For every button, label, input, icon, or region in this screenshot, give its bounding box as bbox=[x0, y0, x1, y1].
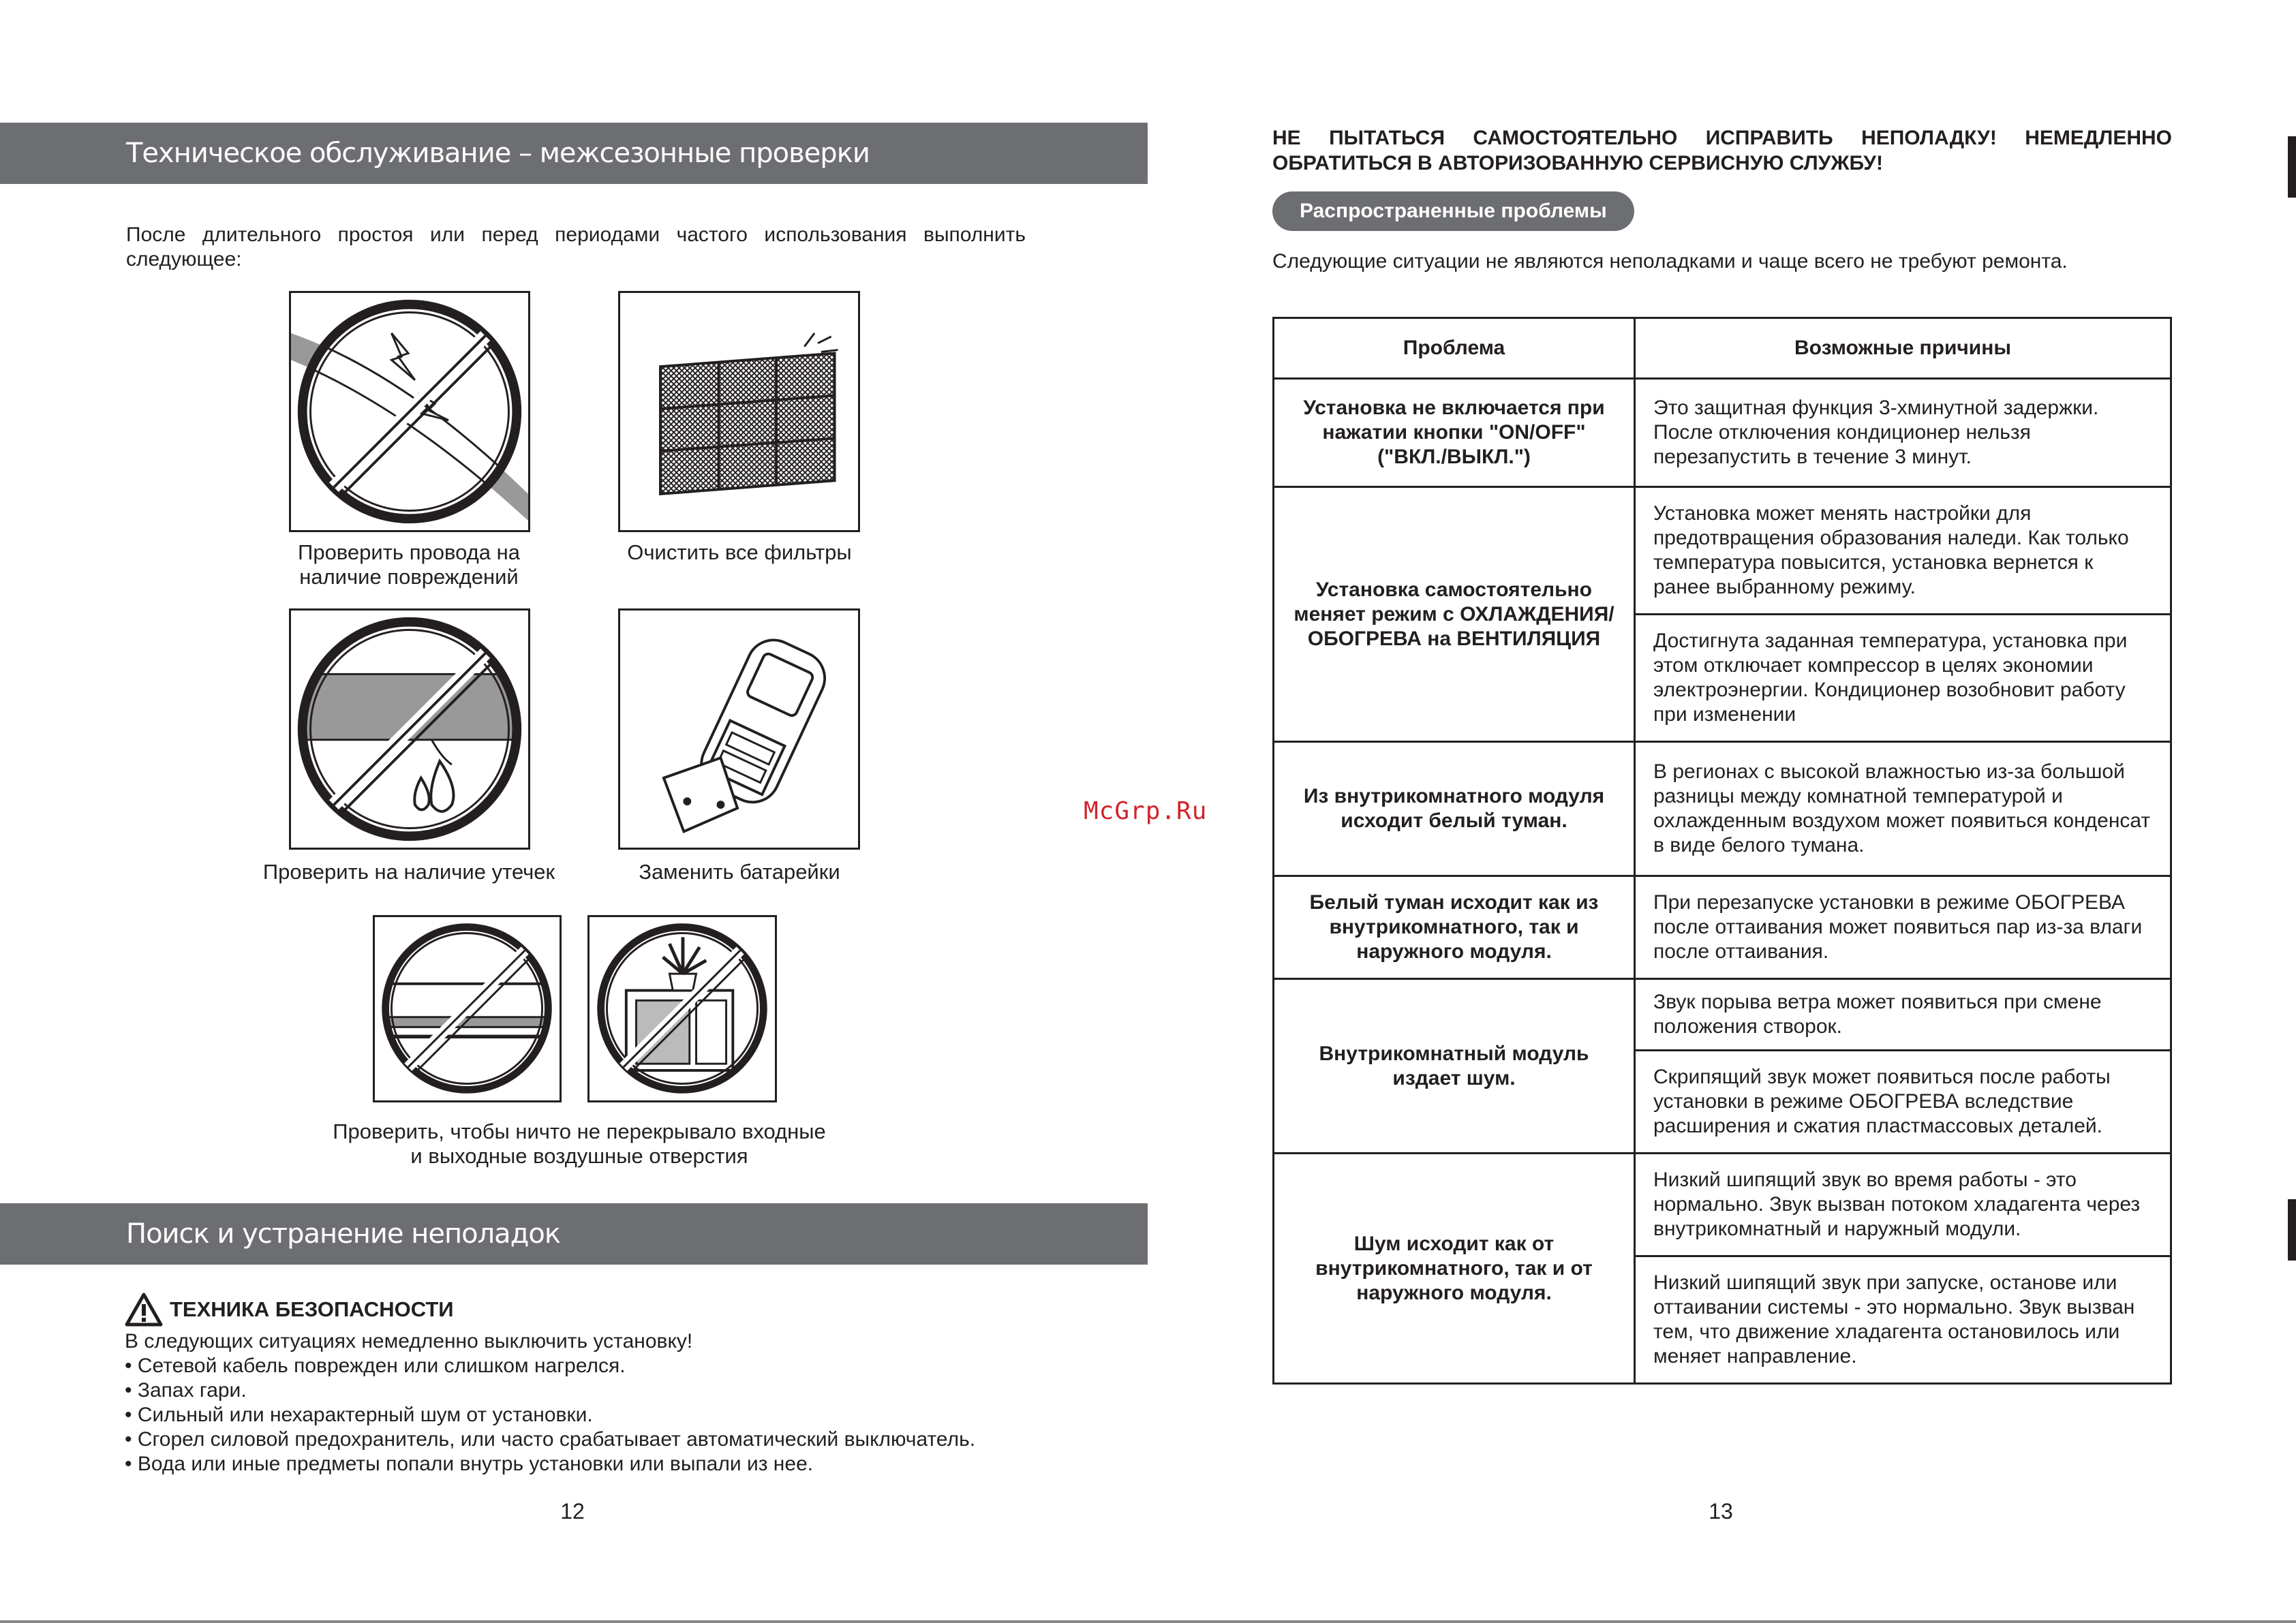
page-number-right: 13 bbox=[1709, 1499, 1733, 1524]
table-row bbox=[1274, 1154, 2171, 1256]
problem-cell: Шум исходит как от внутрикомнатного, так и от наружного модуля. bbox=[1274, 1154, 1635, 1384]
wire-damage-figure bbox=[289, 291, 530, 532]
pill-label: Распространенные проблемы bbox=[1300, 200, 1607, 222]
page-edge-tab bbox=[2288, 136, 2296, 198]
common-problems-pill bbox=[1272, 191, 1634, 231]
warning-triangle-icon bbox=[125, 1293, 163, 1327]
batteries-caption: Заменить батарейки bbox=[639, 860, 840, 884]
cause-cell: Звук порыва ветра может появиться при смене положения створок. bbox=[1635, 979, 2171, 1051]
no-blocked-indoor-unit-icon bbox=[375, 917, 560, 1100]
section-title-maintenance bbox=[0, 123, 1148, 184]
problem-cell: Установка не включается при нажатии кнопки "ON/OFF" ("ВКЛ./ВЫКЛ.") bbox=[1274, 379, 1635, 487]
no-leaks-icon bbox=[291, 610, 528, 848]
table-row bbox=[1274, 379, 2171, 487]
table-row bbox=[1274, 876, 2171, 979]
cause-cell: Скрипящий звук может появиться после работы установки в режиме ОБОГРЕВА вследствие расширения и сжатия пластмассовых деталей. bbox=[1635, 1051, 2171, 1154]
safety-item: • Запах гари. bbox=[125, 1379, 247, 1402]
no-blocked-outdoor-unit-icon bbox=[590, 917, 775, 1100]
problem-cell: Из внутрикомнатного модуля исходит белый туман. bbox=[1274, 742, 1635, 876]
page-number-left: 12 bbox=[560, 1499, 585, 1524]
col-header-problem: Проблема bbox=[1274, 318, 1635, 379]
section-title-text: Техническое обслуживание – межсезонные проверки bbox=[126, 138, 870, 169]
safety-item: • Сетевой кабель поврежден или слишком нагрелся. bbox=[125, 1355, 626, 1377]
safety-text bbox=[125, 1329, 1079, 1477]
cause-cell: В регионах с высокой влажностью из-за большой разницы между комнатной температурой и охлажденным воздухом может появиться конденсат в виде белого тумана. bbox=[1635, 742, 2171, 876]
indoor-airflow-figure bbox=[373, 915, 562, 1102]
table-row bbox=[1274, 742, 2171, 876]
cause-cell: Достигнута заданная температура, установка при этом отключает компрессор в целях экономии электроэнергии. Кондиционер возобновит работу при изменении bbox=[1635, 615, 2171, 742]
col-header-causes: Возможные причины bbox=[1635, 318, 2171, 379]
problem-cell: Белый туман исходит как из внутрикомнатного, так и наружного модуля. bbox=[1274, 876, 1635, 979]
safety-heading bbox=[125, 1293, 454, 1327]
airflow-caption: Проверить, чтобы ничто не перекрывало входные и выходные воздушные отверстия bbox=[333, 1119, 826, 1168]
outdoor-airflow-figure bbox=[587, 915, 777, 1102]
safety-intro: В следующих ситуациях немедленно выключить установку! bbox=[125, 1330, 693, 1352]
leaks-caption: Проверить на наличие утечек bbox=[262, 860, 555, 884]
safety-item: • Сильный или нехарактерный шум от установки. bbox=[125, 1404, 593, 1426]
remote-battery-icon bbox=[620, 610, 858, 848]
problem-cell: Внутрикомнатный модуль издает шум. bbox=[1274, 979, 1635, 1154]
air-filter-icon bbox=[620, 293, 858, 530]
table-row bbox=[1274, 979, 2171, 1051]
bottom-edge-line bbox=[0, 1620, 2296, 1623]
battery-figure bbox=[618, 608, 860, 850]
filters-caption: Очистить все фильтры bbox=[627, 540, 852, 564]
problems-intro: Следующие ситуации не являются неполадками и чаще всего не требуют ремонта. bbox=[1272, 250, 2068, 273]
cause-cell: Низкий шипящий звук во время работы - это нормально. Звук вызван потоком хладагента через внутрикомнатный и наружный модули. bbox=[1635, 1154, 2171, 1256]
leak-figure bbox=[289, 608, 530, 850]
cause-cell: Установка может менять настройки для предотвращения образования наледи. Как только температура повысится, установка вернется к ранее выбранному режиму. bbox=[1635, 487, 2171, 615]
service-warning: НЕ ПЫТАТЬСЯ САМОСТОЯТЕЛЬНО ИСПРАВИТЬ НЕПОЛАДКУ! НЕМЕДЛЕННО ОБРАТИТЬСЯ В АВТОРИЗОВАННУЮ СЕРВИСНУЮ СЛУЖБУ! bbox=[1272, 127, 2172, 174]
no-damaged-wires-icon bbox=[291, 293, 528, 530]
safety-title: ТЕХНИКА БЕЗОПАСНОСТИ bbox=[170, 1297, 454, 1321]
cause-cell: Низкий шипящий звук при запуске, останове или оттаивании системы - это нормально. Звук вызван тем, что движение хладагента остановилось или меняет направление. bbox=[1635, 1256, 2171, 1384]
maintenance-intro: После длительного простоя или перед периодами частого использования выполнить следующее: bbox=[126, 223, 1026, 270]
section-title-text: Поиск и устранение неполадок bbox=[126, 1218, 560, 1250]
cause-cell: При перезапуске установки в режиме ОБОГРЕВА после оттаивания может появиться пар из-за влаги после оттаивания. bbox=[1635, 876, 2171, 979]
table-header-row bbox=[1274, 318, 2171, 379]
page-edge-tab bbox=[2288, 1199, 2296, 1261]
wires-caption: Проверить провода на наличие повреждений bbox=[298, 540, 520, 589]
troubleshooting-table bbox=[1272, 317, 2172, 1385]
watermark: McGrp.Ru bbox=[1084, 797, 1208, 825]
safety-item: • Вода или иные предметы попали внутрь установки или выпали из нее. bbox=[125, 1453, 814, 1475]
cause-cell: Это защитная функция 3-хминутной задержки. После отключения кондиционер нельзя перезапустить в течение 3 минут. bbox=[1635, 379, 2171, 487]
filter-figure bbox=[618, 291, 860, 532]
problem-cell: Установка самостоятельно меняет режим с ОХЛАЖДЕНИЯ/ОБОГРЕВА на ВЕНТИЛЯЦИЯ bbox=[1274, 487, 1635, 742]
safety-item: • Сгорел силовой предохранитель, или часто срабатывает автоматический выключатель. bbox=[125, 1428, 976, 1451]
table-row bbox=[1274, 487, 2171, 615]
section-title-troubleshooting bbox=[0, 1203, 1148, 1265]
